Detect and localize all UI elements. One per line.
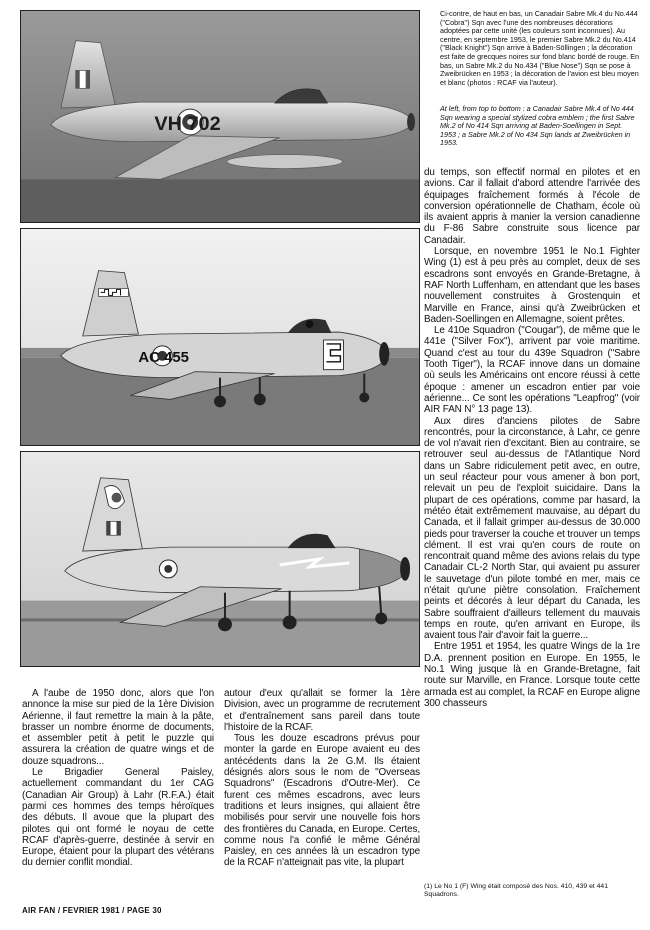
paragraph: autour d'eux qu'allait se former la 1ère Division, avec un programme de recrutement et d'entraînement sans pareil dans toute l'histoire de la RCAF. bbox=[224, 688, 420, 733]
article-column-left bbox=[22, 688, 214, 869]
photo-sabre-434-sqn bbox=[20, 451, 420, 667]
page-footer: AIR FAN / FEVRIER 1981 / PAGE 30 bbox=[22, 906, 162, 915]
caption-french: Ci-contre, de haut en bas, un Canadair Sabre Mk.4 du No.444 ("Cobra") Sqn avec l'une des nombreuses décorations adoptées par cette unité (les couleurs sont inconnues). Au centre, en septembre 1953, le premier Sabre Mk.2 du No.414 ("Black Knight") Sqn arrive à Baden-Söllingen ; la décoration est faite de grecques noires sur fond blanc bordé de rouge. En bas, un Sabre Mk.2 du No.434 ("Blue Nose") Sqn se pose à Zweibrücken en 1953 ; la décoration de l'avion est bleu moyen et blanc (photos : RCAF via l'auteur). bbox=[440, 9, 639, 87]
article-column-middle bbox=[224, 688, 420, 869]
footnote: (1) Le No 1 (F) Wing était composé des Nos. 410, 439 et 441 Squadrons. bbox=[424, 883, 608, 898]
paragraph: Lorsque, en novembre 1951 le No.1 Fighter Wing (1) est à peu près au complet, deux de ses escadrons sont envoyés en Grande-Bretagne, à RAF North Luffenham, en attendant que les bases nouvellement construites à Grostenquin et Marville en France, ainsi qu'à Zweibrücken et Baden-Soellingen en Allemagne, soient prêtes. bbox=[424, 246, 640, 325]
paragraph: Le 410e Squadron ("Cougar"), de même que le 441e ("Silver Fox"), arrivent par voie maritime. Quand c'est au tour du 439e Squadron ("Sabre Tooth Tiger"), la RCAF innove dans un domaine où seuls les Américains ont encore réussi à cette époque : amener un escadron entier par voie aérienne... Ce sont les opérations "Leapfrog" (voir AIR FAN N° 13 page 13). bbox=[424, 325, 640, 416]
article-column-right bbox=[424, 167, 640, 709]
paragraph: A l'aube de 1950 donc, alors que l'on annonce la mise sur pied de la 1ère Division Aérienne, il faut remettre la main à la pâte, brasser un nombre énorme de documents, et assembler petit à petit le puzzle qui assurera la création de quatre wings et de douze squadrons... bbox=[22, 688, 214, 767]
photo-sabre-444-sqn bbox=[20, 10, 420, 223]
paragraph: du temps, son effectif normal en pilotes et en avions. Car il fallait d'abord attendre l'arrivée des équipages fraîchement formés à l'école de conversion opérationnelle de Chatham, école où ils avaient appris à manier la version canadienne du F-86 Sabre construite sous licence par Canadair. bbox=[424, 167, 640, 246]
photo2-markings: AC 455 bbox=[138, 349, 189, 366]
paragraph: Aux dires d'anciens pilotes de Sabre rencontrés, pour la circonstance, à Lahr, ce genre de vol n'avait rien d'excitant. Bien au contraire, se retrouver seul au-dessus de l'Atlantique Nord dans un Sabre ridiculement petit avec, en outre, un seul réacteur pour vous amener à bon port, relevait un peu de l'exploit suicidaire. Dans la plupart de ces opérations, comme par hasard, la météo était extrêmement mauvaise, au départ du Canada, et il fallait grimper au-dessus de 30.000 pieds pour traverser la couche et trouver un temps clément. Il est vrai qu'en cours de route on rencontrait quand même des avions relais du type Canadair CL-2 North Star, qui avaient pu assurer le sauvetage d'un pilote tombé en mer, mais ce n'était qu'une piètre consolation. Fraîchement peints et décorés à leur départ du Canada, les Sabre souffraient d'ailleurs tellement du mauvais temps en route, qu'en arrivant en Europe, ils avaient tous l'air d'avoir fait la guerre... bbox=[424, 415, 640, 642]
paragraph: Entre 1951 et 1954, les quatre Wings de la 1re D.A. prennent position en Europe. En 1955, le No.1 Wing jusque là en Grande-Bretagne, fait route sur Marville, en France. Lorsque toute cette armada est au complet, la RCAF en Europe aligne 300 chasseurs bbox=[424, 641, 640, 709]
photo-sabre-414-sqn bbox=[20, 228, 420, 446]
photo1-markings: VH 702 bbox=[154, 112, 221, 135]
paragraph: Tous les douze escadrons prévus pour monter la garde en Europe avaient eu des antécédents dans la 2e G.M. Ils étaient désignés alors sous le nom de "Overseas Squadrons" (Escadrons d'Outre-Mer). Ce furent ces mêmes escadrons, avec leurs traditions et leurs insignes, qui allaient être mobilisés pour servir une nouvelle fois hors des frontières du Canada, en Europe. Certes, comme nous l'a confié le même Général Paisley, en ces années là un escadron type de la RCAF n'atteignait pas vite, la plupart bbox=[224, 733, 420, 869]
caption-english: At left, from top to bottom : a Canadair Sabre Mk.4 of No 444 Sqn wearing a special stylized cobra emblem ; the first Sabre Mk.2 of No 414 Sqn arriving at Baden-Soellingen in Sept. 1953 ; a Sabre Mk.2 of No 434 Sqn lands at Zweibrücken in 1953. bbox=[440, 104, 635, 148]
paragraph: Le Brigadier General Paisley, actuellement commandant du 1er CAG (Canadian Air Group) à Lahr (R.F.A.) était parmi ces hommes des temps héroïques des débuts. Il avoue que la plupart des pilotes qui ont formé le noyau de cette RCAF d'après-guerre, destinée à servir en Europe, étaient pour la plupart des vétérans du dernier conflit mondial. bbox=[22, 767, 214, 869]
